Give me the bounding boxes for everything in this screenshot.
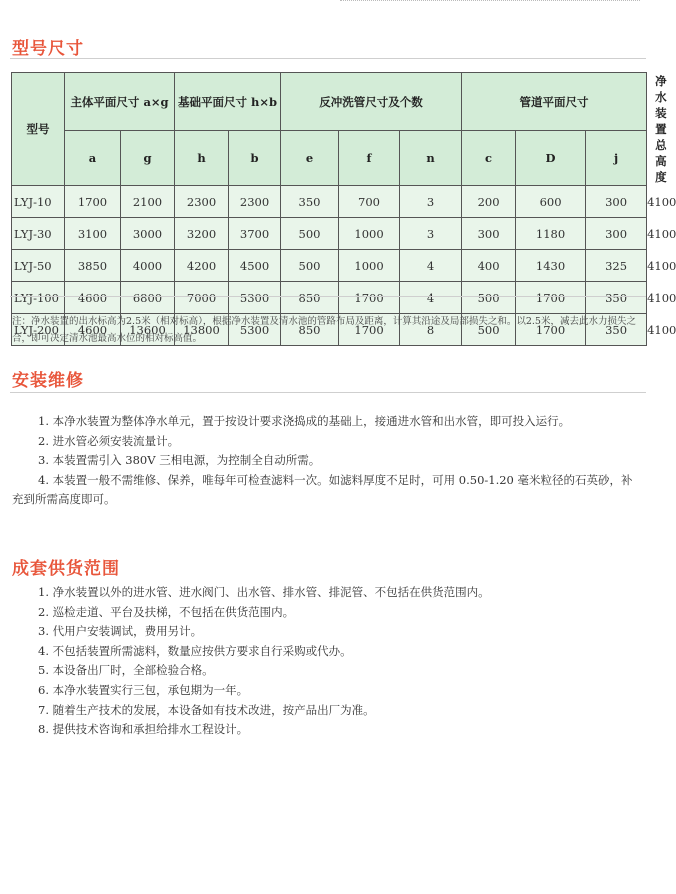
note-divider [10, 296, 646, 297]
cell-d: 1430 [516, 250, 586, 282]
cell-e: 500 [281, 218, 339, 250]
header-a: a [65, 131, 121, 186]
header-d: D [516, 131, 586, 186]
cell-e: 350 [281, 186, 339, 218]
cell-e: 850 [281, 314, 339, 346]
list-item: 1. 本净水装置为整体净水单元，置于按设计要求浇捣成的基础上，接通进水管和出水管，即可投入运行。 [38, 414, 571, 428]
section-title-model-size: 型号尺寸 [12, 39, 84, 59]
header-f: f [339, 131, 400, 186]
cell-j: 300 [586, 218, 647, 250]
cell-b: 2300 [229, 186, 281, 218]
supply-list [12, 583, 637, 740]
cell-g: 4000 [121, 250, 175, 282]
cell-c: 300 [462, 218, 516, 250]
header-g: g [121, 131, 175, 186]
list-item: 5. 本设备出厂时，全部检验合格。 [38, 663, 214, 678]
cell-c: 500 [462, 282, 516, 314]
cell-f: 1700 [339, 314, 400, 346]
table-row: LYJ-50 3850 4000 4200 4500 500 1000 4 400 1430 325 4100 [12, 250, 647, 282]
cell-n: 3 [400, 218, 462, 250]
cell-b: 5300 [229, 282, 281, 314]
header-e: e [281, 131, 339, 186]
cell-c: 200 [462, 186, 516, 218]
cell-f: 700 [339, 186, 400, 218]
list-item: 6. 本净水装置实行三包，承包期为一年。 [38, 682, 249, 697]
spec-table: 型号 主体平面尺寸 a×g 基础平面尺寸 h×b 反冲洗管尺寸及个数 管道平面尺寸 净水 装置 总高度 a g h b e f n c D j LYJ-10 1700 2100 2300 2300 350 700 3 200 600 300 4100 LYJ-30 3100 3000 3200 3700 500 1000 3 300 1180 300 4100 LYJ-50 3850 4000 4200 4500 500 1000 4 400 1430 325 4100 LYJ-100 4600 6800 7000 5300 850 1700 4 500 1700 350 4100 LYJ-200 4600 13600 13800 5300 850 1700 8 500 1700 350 4100 [11, 72, 647, 346]
header-pipe-plane: 管道平面尺寸 [462, 73, 647, 131]
cell-model: LYJ-200 [12, 314, 65, 346]
cell-f: 1000 [339, 250, 400, 282]
cell-j: 350 [586, 314, 647, 346]
list-item: 4. 不包括装置所需滤料，数量应按供方要求自行采购或代办。 [38, 643, 352, 658]
cell-a: 1700 [65, 186, 121, 218]
cell-a: 3100 [65, 218, 121, 250]
list-item: 3. 本装置需引入 380V 三相电源，为控制全自动所需。 [38, 453, 321, 468]
cell-c: 500 [462, 314, 516, 346]
cell-f: 1700 [339, 282, 400, 314]
section-divider [10, 58, 646, 59]
cell-e: 500 [281, 250, 339, 282]
cell-h: 3200 [175, 218, 229, 250]
cell-j: 300 [586, 186, 647, 218]
cell-c: 400 [462, 250, 516, 282]
cell-b: 4500 [229, 250, 281, 282]
cell-a: 4600 [65, 314, 121, 346]
cell-g: 6800 [121, 282, 175, 314]
table-note: 注：净水装置的出水标高为2.5米（相对标高），根据净水装置及清水池的管路布局及距离，计算其沿途及局部损失之和。以2.5米，减去此水力损失之合，即可决定清水池最高水位的相对标高值。 [12, 315, 636, 344]
header-main-plane: 主体平面尺寸 a×g [65, 73, 175, 131]
header-backwash: 反冲洗管尺寸及个数 [281, 73, 462, 131]
cell-model: LYJ-10 [12, 186, 65, 218]
list-item: 4. 本装置一般不需维修、保养，唯每年可检查滤料一次。如滤料厚度不足时，可用 0.50-1.20 毫米粒径的石英砂，补充到所需高度即可。 [12, 472, 633, 507]
cell-n: 4 [400, 282, 462, 314]
cell-d: 1700 [516, 314, 586, 346]
cell-model: LYJ-100 [12, 282, 65, 314]
header-h: h [175, 131, 229, 186]
cell-n: 8 [400, 314, 462, 346]
cell-h: 13800 [175, 314, 229, 346]
install-list [12, 412, 637, 510]
header-j: j [586, 131, 647, 186]
list-item: 7. 随着生产技术的发展，本设备如有技术改进，按产品出厂为准。 [38, 702, 375, 717]
list-item: 1. 净水装置以外的进水管、进水阀门、出水管、排水管、排泥管、不包括在供货范围内。 [38, 585, 490, 599]
cell-d: 1180 [516, 218, 586, 250]
cell-j: 325 [586, 250, 647, 282]
top-divider [340, 0, 640, 5]
cell-n: 4 [400, 250, 462, 282]
cell-n: 3 [400, 186, 462, 218]
header-n: n [400, 131, 462, 186]
header-foundation-plane: 基础平面尺寸 h×b [175, 73, 281, 131]
cell-h: 2300 [175, 186, 229, 218]
cell-d: 1700 [516, 282, 586, 314]
cell-model: LYJ-50 [12, 250, 65, 282]
list-item: 2. 巡检走道、平台及扶梯，不包括在供货范围内。 [38, 604, 295, 619]
cell-j: 350 [586, 282, 647, 314]
cell-g: 2100 [121, 186, 175, 218]
section-divider [10, 392, 646, 393]
table-row: LYJ-200 4600 13600 13800 5300 850 1700 8 500 1700 350 4100 [12, 314, 647, 346]
cell-g: 3000 [121, 218, 175, 250]
section-title-install: 安装维修 [12, 371, 84, 391]
cell-b: 3700 [229, 218, 281, 250]
header-model: 型号 [12, 73, 65, 186]
cell-d: 600 [516, 186, 586, 218]
cell-g: 13600 [121, 314, 175, 346]
cell-e: 850 [281, 282, 339, 314]
cell-model: LYJ-30 [12, 218, 65, 250]
cell-a: 3850 [65, 250, 121, 282]
list-item: 8. 提供技术咨询和承担给排水工程设计。 [38, 722, 249, 737]
list-item: 2. 进水管必须安装流量计。 [38, 433, 180, 448]
header-c: c [462, 131, 516, 186]
table-row: LYJ-100 4600 6800 7000 5300 850 1700 4 500 1700 350 4100 [12, 282, 647, 314]
cell-h: 7000 [175, 282, 229, 314]
header-b: b [229, 131, 281, 186]
cell-b: 5300 [229, 314, 281, 346]
list-item: 3. 代用户安装调试，费用另计。 [38, 624, 203, 639]
cell-f: 1000 [339, 218, 400, 250]
table-row: LYJ-10 1700 2100 2300 2300 350 700 3 200 600 300 4100 [12, 186, 647, 218]
table-row: LYJ-30 3100 3000 3200 3700 500 1000 3 300 1180 300 4100 [12, 218, 647, 250]
section-title-supply: 成套供货范围 [12, 559, 120, 579]
cell-a: 4600 [65, 282, 121, 314]
cell-h: 4200 [175, 250, 229, 282]
